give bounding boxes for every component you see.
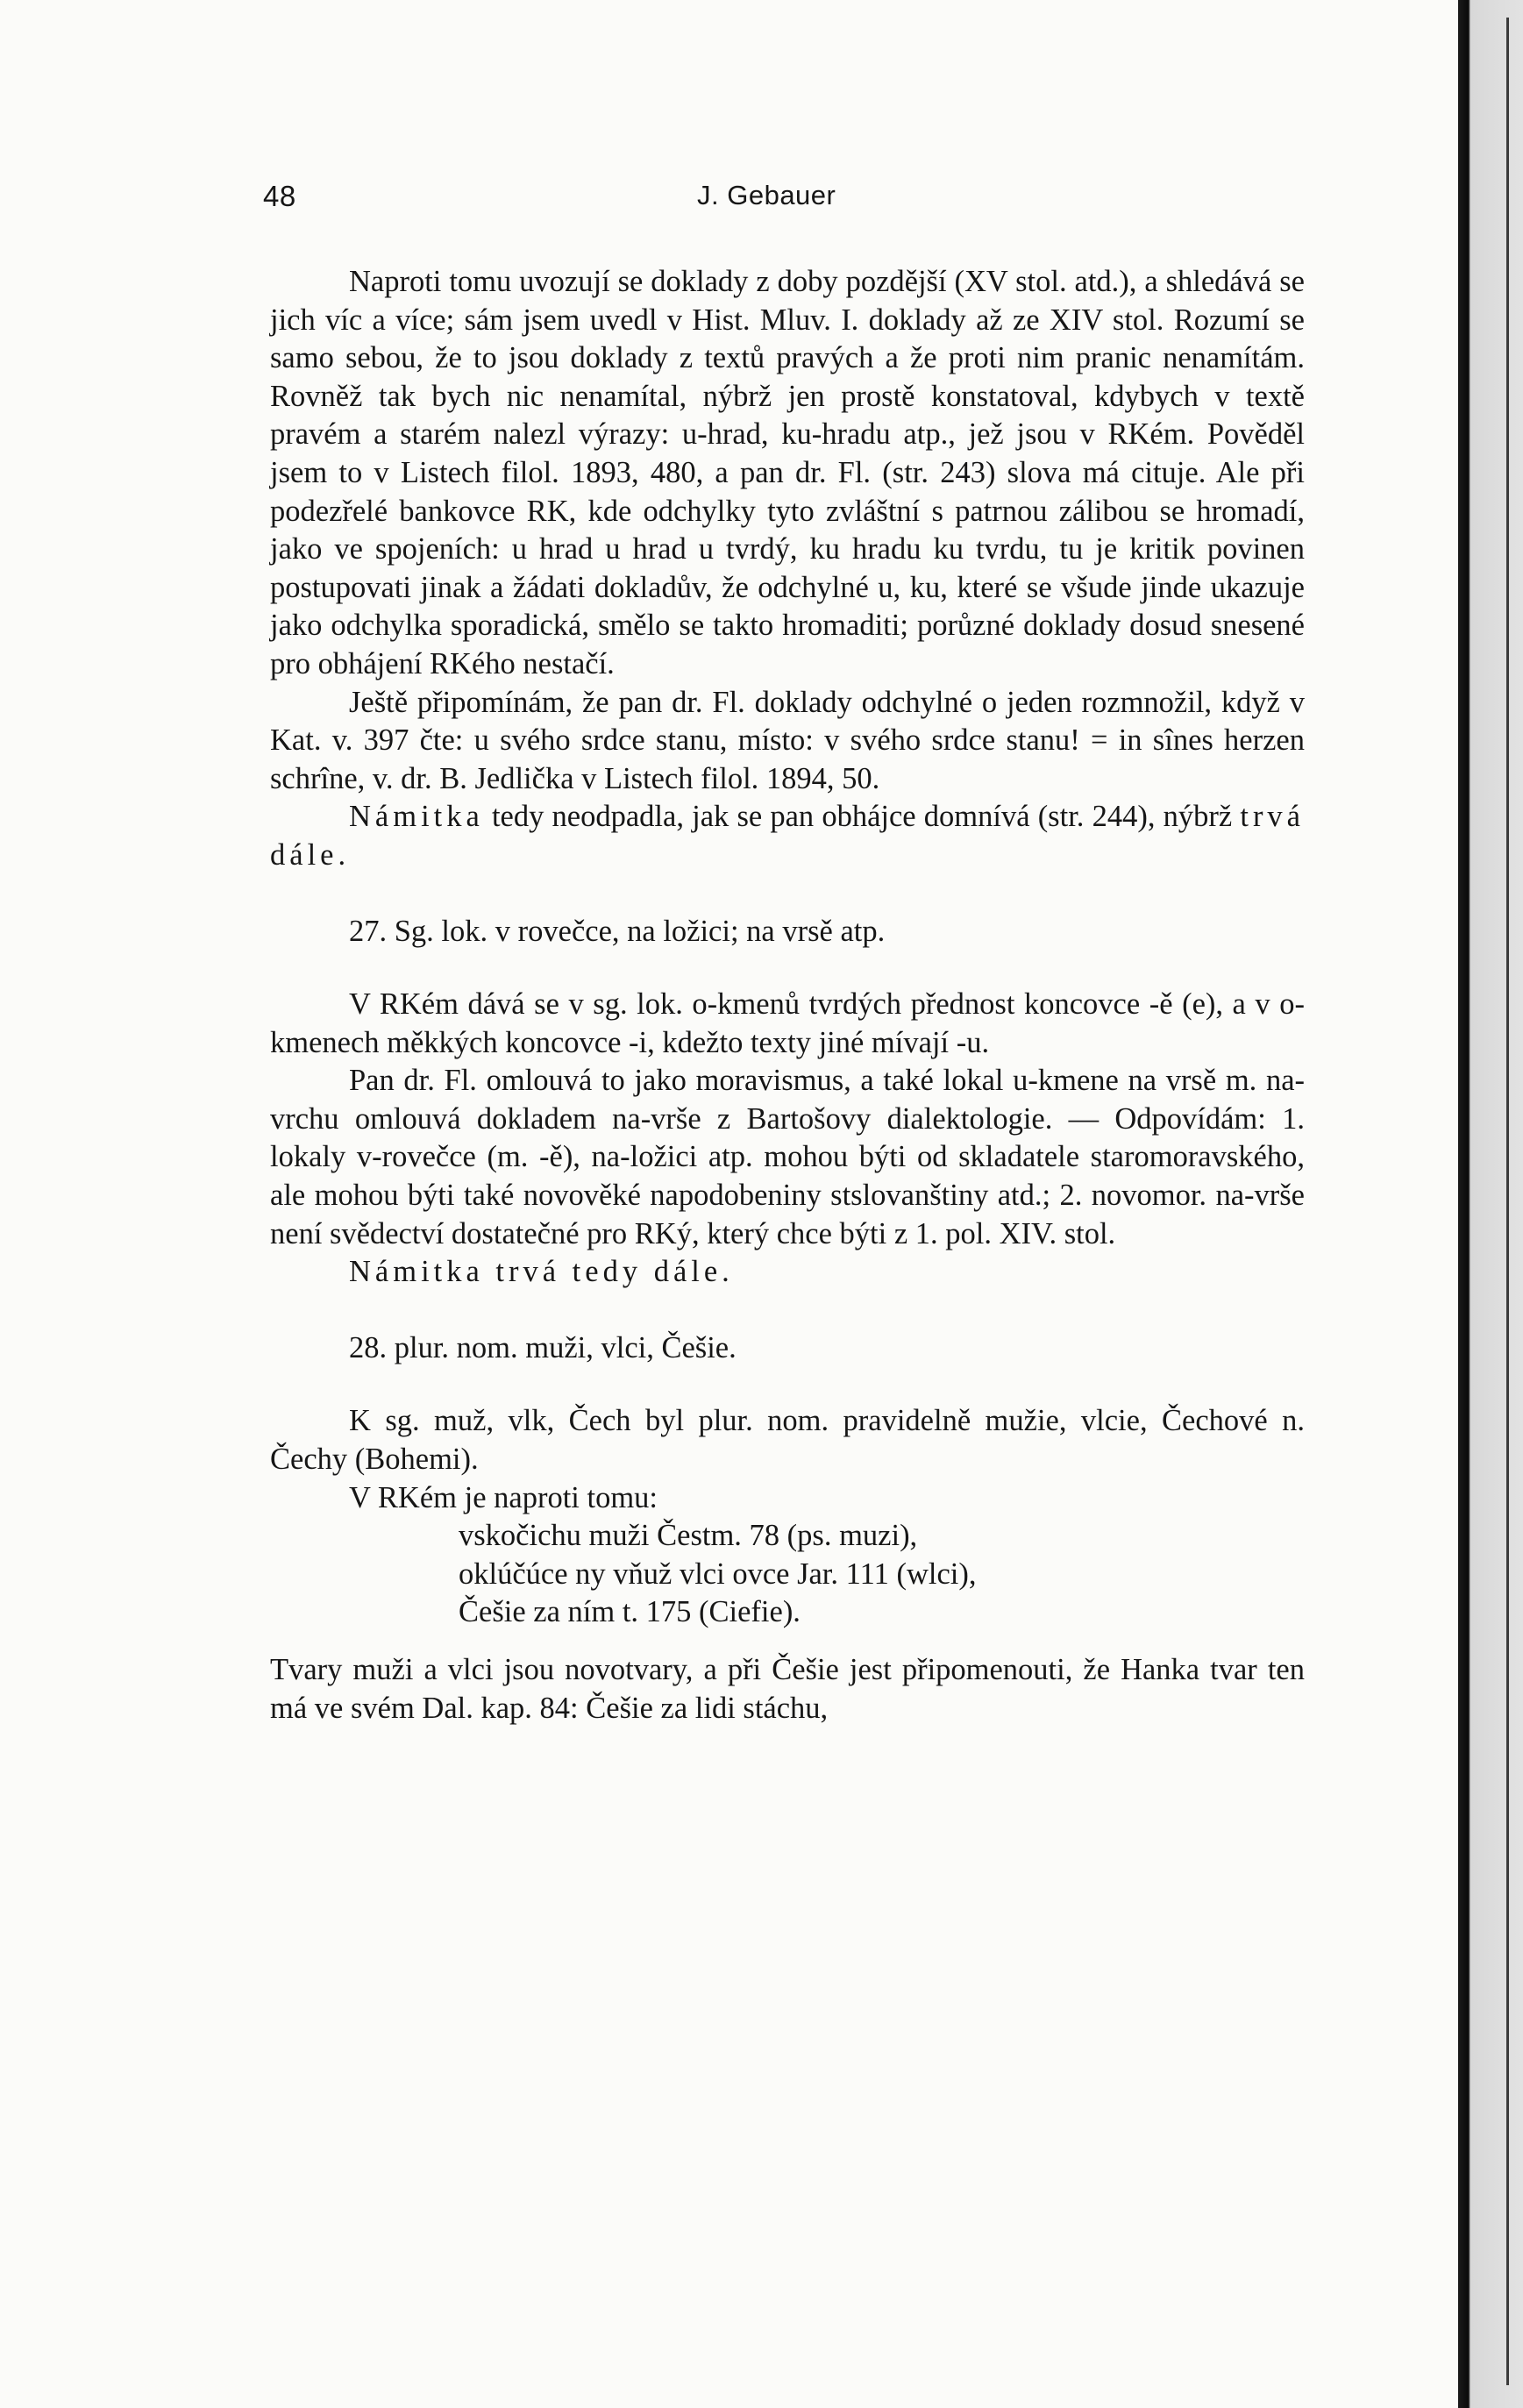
- paragraph: K sg. muž, vlk, Čech byl plur. nom. pravidelně mužie, vlcie, Čechové n. Čechy (Bohemi).: [270, 1404, 1305, 1477]
- paragraph: Pan dr. Fl. omlouvá to jako moravismus, a také lokal u-kmene na vrsě m. na-vrchu omlouvá dokladem na-vrše z Bartošovy dialektologie. — Odpovídám: 1. lokaly v-rovečce (m. -ě), na-ložici atp. mohou býti od skladatele staromoravského, ale mohou býti také novověké napodobeniny stslovanštiny atd.; 2. novomor. na-vrše není svědectví dostatečné pro RKý, který chce býti z 1. pol. XIV. stol.: [270, 1064, 1305, 1250]
- paragraph: Tvary muži a vlci jsou novotvary, a při Češie jest připomenouti, že Hanka tvar ten má ve svém Dal. kap. 84: Češie za lidi stáchu,: [270, 1653, 1305, 1725]
- section-gap: [270, 1292, 1305, 1329]
- paragraph: V RKém dává se v sg. lok. o-kmenů tvrdých přednost koncovce -ě (e), a v o-kmenech měkkých koncovce -i, kdežto texty jiné mívají -u.: [270, 987, 1305, 1059]
- paragraph-text: .: [338, 837, 346, 872]
- quotation-line: Češie za ním t. 175 (Ciefie).: [459, 1595, 801, 1629]
- section-gap: [270, 875, 1305, 913]
- section-heading-28: 28. plur. nom. muži, vlci, Češie.: [349, 1330, 737, 1364]
- quotation-line: vskočichu muži Čestm. 78 (ps. muzi),: [459, 1519, 918, 1553]
- scan-border-line: [1506, 18, 1509, 2385]
- paragraph: [270, 798, 1305, 874]
- paragraph: Ještě připomínám, že pan dr. Fl. doklady odchylné o jeden rozmnožil, když v Kat. v. 397 čte: u svého srdce stanu, místo: v svého srdce stanu! = in sînes herzen schrîne, v. dr. B. Jedlička v Listech filol. 1894, 50.: [270, 685, 1305, 795]
- spaced-emphasis: trvá dále: [270, 800, 1305, 872]
- section-gap: [270, 1367, 1305, 1402]
- section-gap: [270, 1632, 1305, 1651]
- paragraph: Námitka trvá tedy dále.: [349, 1255, 734, 1289]
- page-number: 48: [263, 180, 296, 212]
- scan-border: [1458, 0, 1523, 2408]
- paragraph-text: tedy neodpadla, jak se pan obhájce domnívá (str. 244), nýbrž: [483, 800, 1241, 834]
- paragraph: V RKém je naproti tomu:: [349, 1480, 658, 1514]
- section-gap: [270, 951, 1305, 986]
- quotation-line: oklúčúce ny vňuž vlci ovce Jar. 111 (wlci),: [459, 1557, 977, 1591]
- running-head-author: J. Gebauer: [697, 180, 836, 210]
- section-heading-27: 27. Sg. lok. v rovečce, na ložici; na vrsě atp.: [349, 914, 886, 948]
- body-text: [270, 263, 1305, 1728]
- spaced-emphasis: Námitka: [349, 800, 484, 834]
- running-head: [263, 180, 1342, 218]
- paragraph: Naproti tomu uvozují se doklady z doby pozdější (XV stol. atd.), a shledává se jich víc a více; sám jsem uvedl v Hist. Mluv. I. doklady až ze XIV stol. Rozumí se samo sebou, že to jsou doklady z textů pravých a že proti nim pranic nenamítám. Rovněž tak bych nic nenamítal, nýbrž jen prostě konstatoval, kdybych v textě pravém a starém nalezl výrazy: u-hrad, ku-hradu atp., jež jsou v RKém. Pověděl jsem to v Listech filol. 1893, 480, a pan dr. Fl. (str. 243) slova má cituje. Ale při podezřelé bankovce RK, kde odchylky tyto zvláštní s patrnou zálibou se hromadí, jako ve spojeních: u hrad u hrad u tvrdý, ku hradu ku tvrdu, tu je kritik povinen postupovati jinak a žádati dokladův, že odchylné u, ku, které se všude jinde ukazuje jako odchylka sporadická, smělo se takto hromaditi; porůzné doklady dosud snesené pro obhájení RKého nestačí.: [270, 265, 1305, 680]
